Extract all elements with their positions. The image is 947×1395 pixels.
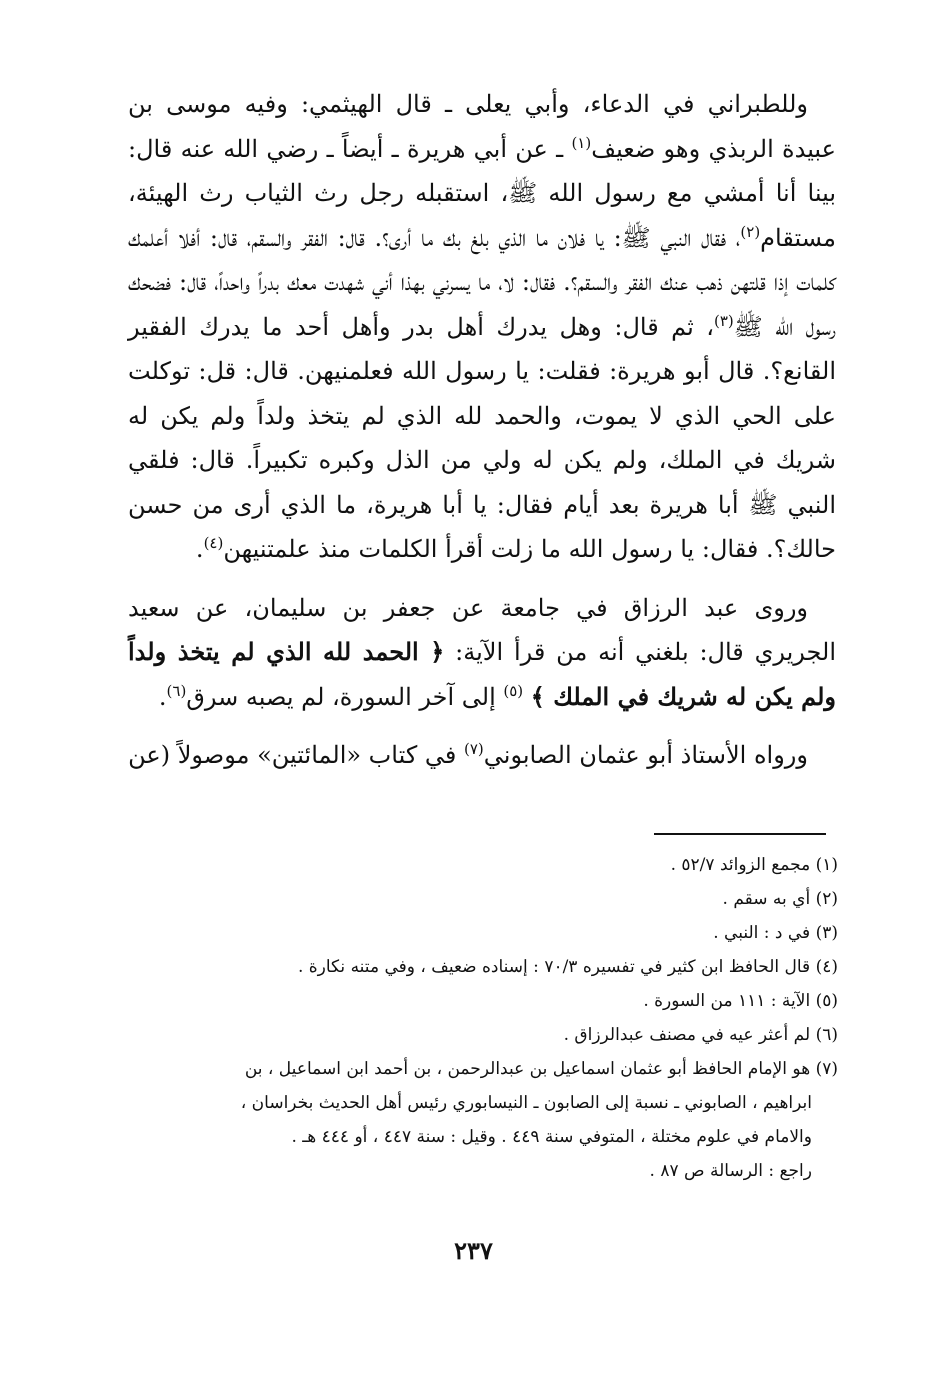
paragraph-1-text-c: ، فقال النبي ﷺ: يا فلان ما الذي بلغ بك ما أرى؟. قال: الفقر والسقم، قال: أفلا أعلمك كلمات إذا قلتهن ذهب عنك الفقر والسقم؟. فقال: لا، ما يسرني بهذا أني شهدت معك بدراً واحداً، قال: فضحك رسول الله ﷺ xyxy=(128,223,836,341)
paragraph-2-text-c: . xyxy=(158,682,167,711)
footnote-7-line-2: ابراهيم ، الصابوني ـ نسبة إلى الصابون ـ النيسابوري رئيس أهل الحديث بخراسان ، xyxy=(240,1093,812,1113)
footnote-2: (٢) أي به سقم . xyxy=(722,889,838,909)
footnote-ref-7: (٧) xyxy=(463,740,484,758)
footnote-7-line-3: والامام في علوم مختلة ، المتوفي سنة ٤٤٩ . وقيل : سنة ٤٤٧ ، أو ٤٤٤ هـ . xyxy=(291,1127,812,1147)
paragraph-1 xyxy=(128,82,836,572)
main-text xyxy=(128,82,836,778)
page-number: ٢٣٧ xyxy=(454,1236,493,1265)
footnote-ref-5: (٥) xyxy=(503,681,524,700)
footnote-3: (٣) في د : النبي . xyxy=(713,923,838,943)
paragraph-2-space xyxy=(523,683,531,711)
footnote-7-line-4: راجع : الرسالة ص ٨٧ . xyxy=(649,1161,812,1181)
footnote-7: (٧) هو الإمام الحافظ أبو عثمان اسماعيل بن عبدالرحمن ، بن أحمد ابن اسماعيل ، بن xyxy=(244,1059,838,1079)
footnote-5: (٥) الآية : ١١١ من السورة . xyxy=(643,991,838,1011)
footnote-ref-3: (٣) xyxy=(714,311,734,330)
paragraph-2-text-a: وروى عبد الرزاق في جامعة عن جعفر بن سليمان، عن سعيد الجريري قال: بلغني أنه من قرأ الآية: xyxy=(128,593,837,666)
footnote-6: (٦) لم أعثر عيه في مصنف عبدالرزاق . xyxy=(563,1025,838,1045)
paragraph-1-text-b: ـ عن أبي هريرة ـ أيضاً ـ رضي الله عنه قال: بينا أنا أمشي مع رسول الله ﷺ، استقبله رجل رث الثياب رث الهيئة، مستقام xyxy=(128,134,836,252)
paragraph-3-text-b: في كتاب «المائتين» موصولاً (عن xyxy=(128,741,464,769)
footnote-1: (١) مجمع الزوائد ٥٢/٧ . xyxy=(670,855,838,875)
paragraph-3 xyxy=(128,733,836,778)
paragraph-1-text-d: ، ثم قال: وهل يدرك أهل بدر وأهل أحد ما يدرك الفقير القانع؟. قال أبو هريرة: فقلت: يا رسول الله فعلمنيهن. قال: قل: توكلت على الحي الذي لا يموت، والحمد لله الذي لم يتخذ ولداً ولم يكن له شريك في الملك، ولم يكن له ولي من الذل وكبره تكبيراً. قال: فلقي النبي ﷺ أبا هريرة بعد أيام فقال: يا أبا هريرة، ما الذي أرى من حسن حالك؟. فقال: يا رسول الله ما زلت أقرأ الكلمات منذ علمتنيهن xyxy=(128,312,836,563)
quran-verse: ﴿ الحمد لله الذي لم يتخذ ولداً ولم يكن له شريك في الملك ﴾ xyxy=(128,637,836,711)
paragraph-2 xyxy=(128,586,836,720)
paragraph-2-text-b: إلى آخر السورة، لم يصبه سرق xyxy=(186,682,504,711)
footnotes xyxy=(132,848,838,1188)
footnote-ref-4: (٤) xyxy=(203,534,224,552)
footnote-separator xyxy=(654,833,826,835)
footnote-4: (٤) قال الحافظ ابن كثير في تفسيره ٧٠/٣ : إسناده ضعيف ، وفي متنه نكارة . xyxy=(297,957,838,977)
paragraph-1-text-a: وللطبراني في الدعاء، وأبي يعلى ـ قال الهيثمي: وفيه موسى بن عبيدة الربذي وهو ضعيف xyxy=(128,90,836,163)
footnote-ref-2: (٢) xyxy=(740,222,761,241)
footnote-ref-6: (٦) xyxy=(166,681,187,700)
paragraph-3-text-a: ورواه الأستاذ أبو عثمان الصابوني xyxy=(483,741,808,769)
footnote-ref-1: (١) xyxy=(571,133,592,152)
paragraph-1-text-e: . xyxy=(195,535,204,563)
